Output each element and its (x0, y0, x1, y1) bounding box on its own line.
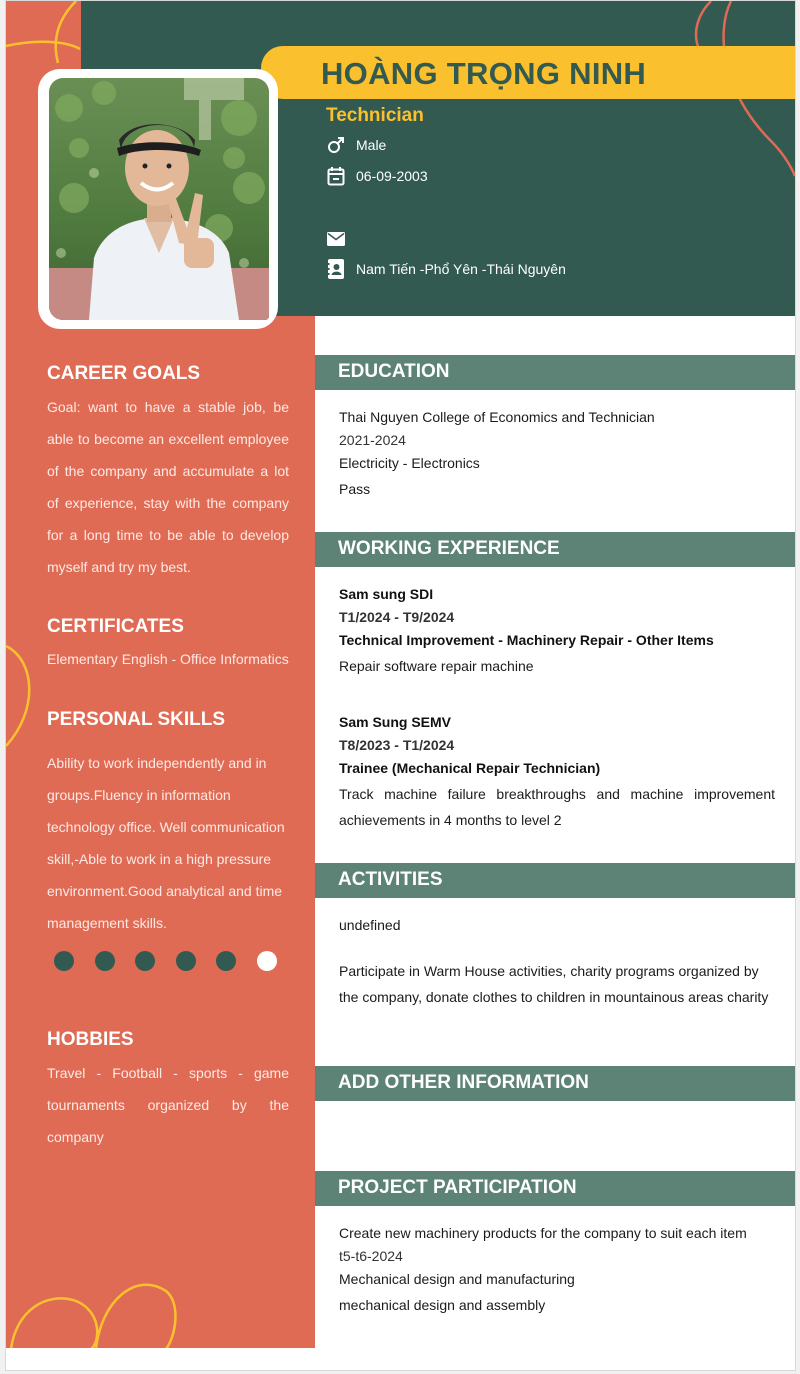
project-role: Mechanical design and manufacturing (339, 1271, 575, 1287)
job-period: T8/2023 - T1/2024 (339, 737, 455, 753)
activities-section-header (315, 863, 795, 898)
profile-photo (49, 78, 269, 320)
career-goals-text: Goal: want to have a stable job, be able to become an excellent employee of the company and accumulate a lot of experience, stay with the company for a long time to be able to develop myself and try my best. (47, 399, 289, 575)
gender-value: Male (356, 137, 387, 153)
education-major: Electricity - Electronics (339, 455, 480, 471)
hobbies-text: Travel - Football - sports - game tournaments organized by the company (47, 1065, 289, 1145)
skill-rating (54, 951, 297, 971)
activities-heading: ACTIVITIES (338, 869, 443, 890)
decorative-swirl-bottom (6, 1271, 206, 1348)
personal-skills-text: Ability to work independently and in groups.Fluency in information technology office. Well communication skill,-Able to work in a high pressure environment.Good analytical and time management skills. (47, 755, 285, 931)
activity-title: undefined (339, 917, 401, 933)
rating-dot-filled (176, 951, 196, 971)
other-info-section-header (315, 1066, 795, 1101)
job-description: Track machine failure breakthroughs and machine improvement achievements in 4 months to level 2 (339, 786, 775, 828)
job-position: Technical Improvement - Machinery Repair - Other Items (339, 632, 714, 648)
address-value: Nam Tiến -Phổ Yên -Thái Nguyên (356, 261, 566, 277)
experience-heading: WORKING EXPERIENCE (338, 538, 560, 559)
birthdate-row (326, 164, 428, 188)
contact-card-icon (326, 259, 346, 279)
job-company: Sam sung SDI (339, 586, 434, 602)
hobbies-heading: HOBBIES (47, 1029, 134, 1050)
rating-dot-filled (54, 951, 74, 971)
job-company: Sam Sung SEMV (339, 714, 452, 730)
job-period: T1/2024 - T9/2024 (339, 609, 455, 625)
activity-description: Participate in Warm House activities, charity programs organized by the company, donate clothes to children in mountainous areas charity (339, 963, 769, 1005)
personal-skills-heading: PERSONAL SKILLS (47, 709, 226, 730)
gender-icon (326, 135, 346, 155)
envelope-icon (326, 229, 346, 249)
rating-dot-empty (257, 951, 277, 971)
education-school: Thai Nguyen College of Economics and Technician (339, 409, 655, 425)
other-info-heading: ADD OTHER INFORMATION (338, 1072, 589, 1093)
calendar-icon (326, 166, 346, 186)
projects-section-header (315, 1171, 795, 1206)
projects-heading: PROJECT PARTICIPATION (338, 1177, 577, 1198)
rating-dot-filled (135, 951, 155, 971)
project-name: Create new machinery products for the company to suit each item (339, 1225, 747, 1241)
experience-section-header (315, 532, 795, 567)
rating-dot-filled (95, 951, 115, 971)
certificates-text: Elementary English - Office Informatics (47, 651, 289, 667)
job-position: Trainee (Mechanical Repair Technician) (339, 760, 601, 776)
rating-dot-filled (216, 951, 236, 971)
resume-page (5, 0, 796, 1371)
decorative-swirl-header (681, 1, 795, 201)
gender-row (326, 133, 386, 157)
certificates-heading: CERTIFICATES (47, 616, 184, 637)
birthdate-value: 06-09-2003 (356, 168, 428, 184)
candidate-name: HOÀNG TRỌNG NINH (321, 56, 647, 91)
education-heading: EDUCATION (338, 361, 450, 382)
job-title: Technician (326, 105, 424, 126)
email-row (326, 227, 356, 251)
education-section-header (315, 355, 795, 390)
job-description: Repair software repair machine (339, 658, 534, 674)
decorative-swirl-mid (6, 641, 46, 751)
project-description: mechanical design and assembly (339, 1297, 546, 1313)
project-period: t5-t6-2024 (339, 1248, 403, 1264)
education-period: 2021-2024 (339, 432, 406, 448)
career-goals-heading: CAREER GOALS (47, 363, 201, 384)
address-row (326, 257, 566, 281)
education-result: Pass (339, 481, 371, 497)
